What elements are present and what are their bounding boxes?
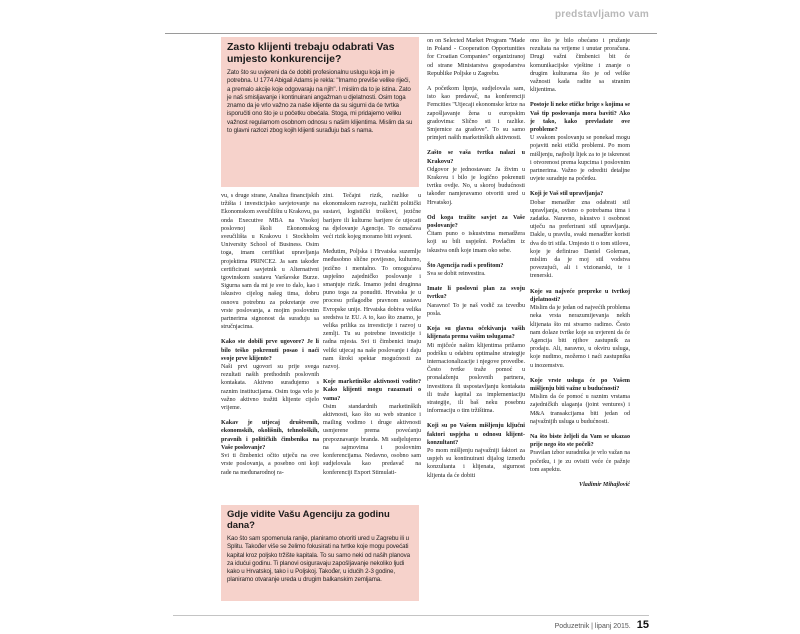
footer-divider [173,615,649,616]
section-label: predstavljamo vam [555,9,649,20]
interview-question: Koji je Vaš stil upravljanja? [530,191,604,198]
paragraph: Čitam puno o iskustvima menadžera koji su bili uspješni. Povlačim iz iskustva onih koje imam oko sebe. [427,231,525,254]
interview-question: Kakav je utjecaj društvenih, ekonomskih, okolišnih, tehnoloških, pravnih i političkih čimbenika na Vaše poslovanje? [221,420,319,451]
box-title: Zasto klijenti trebaju odabrati Vas umjesto konkurencije? [227,41,395,65]
page-number: 15 [636,619,649,631]
interview-question: Koja su glavna očekivanja vaših klijenata prema vašim uslugama? [427,326,525,341]
text-column-1 [221,192,319,502]
interview-question: Što Agencija radi s profitom? [427,262,504,269]
paragraph: on on Selected Market Program "Made in Poland - Cooperation Opportunities for Croatian Companies" organiziranoj od strane Ministarstva gospodarstva Republike Poljske u Zagrebu. [427,38,525,77]
interview-question: Koje marketinške aktivnosti vodite? Kako klijenti mogu razaznati o vama? [323,379,421,402]
text-column-4 [530,37,630,612]
paragraph: vu, s druge strane, Analiza financijskih tržišta i investicijsko savjetovanje na Ekonomskom sveučilištu u Krakovu, pa onda Executive MBA na Visokoj poslovnoj školi Ekonomskog sveučilišta u Krakovu i Stockholm University School of Business. Osim toga, imam certifikat upravljanja projektima PRINCE2. Ja sam također certificirani savjetnik u Alternativni tgovinskom sustavu Varšavske Burze. Sigurna sam da mi je sve to dalo, kao i iskustvo cijelog našeg tima, dobru osnovu potrebnu za pokretanje ove vrste poslovanja, a mojim poslovnim partnerima signonost da surađuju sa stručnjacima. [221,193,319,331]
interview-question: Kako ste dobili prve ugovore? Je li bilo teško pokrenuti posao i naći svoje prve klijente? [221,339,319,362]
text-column-3 [427,37,525,612]
paragraph: Međutim, Poljska i Hrvatska suzemlje međusobno slične povijesno, kulturno, jezično i mentalno. To omogućava uspješno zajedničko poslovanje i smanjuje rizik. Imamo jedni druginna puno toga za ponuditi. Hrvatska je u procesu prilagodbe pravnom sustavu Evropske unije. Hrvatska dobiva velika sredstva iz EU. A to, kao što znamo, je velika prilika za investicije i razvoj u zemlji. Tu su potrebne investicije i radna mjesta. Svi ti čimbenici imaju veliki utjecaj na naše poslovanje i daju nam široki spektar mogućnosti za razvoj. [323,249,421,371]
paragraph: Mi mjičeće našim klijentima prižamo podršku u odabiru optimalne strategije internacionalizacije i njegove provedbe. Često tvrtke traže pomoć u pronalaženju poslovnih partnera, investitora ili uspostavljanju kontakata ili traže kapital za implementaciju strategije, ili baš neku posebnu informaciju o tim tržištima. [427,342,525,415]
box-body: Zato što su uvjereni da će dobiti profesionalnu uslugu koja im je potrebna. U 1774 Abigail Adams je rekla: "Imamo previše velike riječi, a premalo akcije koje odgovaraju na njih". I mislim da to je istina. Zato je naš smisljavanje i kontinuirani angažman u djelatnosti. Osim toga znamo da je vrlo važno za naše klijente da su sigurni da će tvrtka isporučiti ono što je u početku obećala. Stoga, mi pridajemo veliku važnost regularnom osobnom odnosu s našim klijentima. Mislim da su to glavni razlozi zbog kojih klijenti surađuju baš s nama. [227,69,413,135]
interview-question: Postoje li neke etičke brige s kojima se Vaš tip poslovanja mora baviti? Ako je tako, kako prevladate ove probleme? [530,102,630,134]
paragraph: Svi ti čimbenici očito utječu na ove vrste poslovanja, a posebno oni koji rade na međunarodnoj ra- [221,453,319,476]
paragraph: Dobar menadžer zna odabrati stil upravljanja, ovisno o potrebama tima i zadatka. Naravno, iskustvo i osobnost utječu na preferirani stil upravljanja. Dakle, u pravilu, svaki menadžer koristi dva do tri stila. Umjesto ti o tom stilovu, koje je definirao Daniel Goleman, mislim da je moj stil vodstva povezujući, ali i vizionarski, te i trenerski. [530,199,630,280]
paragraph: Po mom mišljenju najvažniji faktori za uspjeh su kontinuirani dijalog između konzultanta i klijenata, sigurnost klijenta da će dobiti [427,447,525,479]
magazine-page [165,0,657,634]
page-footer [555,619,649,631]
paragraph: U svakom poslovanju se ponekad mogu pojaviti neki etički problemi. Po mom mišljenju, najbolji lijek za to je iskrenost i otvorenost prema kupcima i poslovnim partnerima. Važno je odrediti detaljne uvjete suradnje na početku. [530,135,630,183]
paragraph: Pravilan izbor suradnika je vrlo važan na početku, i je zu ovisiti veće će pažnje tom aspektu. [530,450,630,473]
interview-question: Koji su po Vašem mišljenju ključni faktori uspjeha u odnosu klijent-konzultant? [427,423,525,446]
interview-question: Zašto se vaša tvrtka nalazi u Krakovu? [427,150,525,165]
interview-question: Imate li poslovni plan za svoju tvrtku? [427,286,525,301]
paragraph: zini. Tečajni rizik, razlike u ekonomskom razvoju, različiti politički sustavi, logistički troškovi, jezične barijere ili kulturne barijere će utjecati na djelovanje Agencije. To označava veći rizik kojeg moramo biti svjesni. [323,193,421,241]
publication-info: Poduzetnik | lipanj 2015. [554,623,631,630]
interview-question: Od koga tražite savjet za Vaše poslovanje? [427,214,525,230]
paragraph: Naravno! To je naš vodič za izvedbu posla. [427,302,525,317]
interview-question: Koje vrste usluga će po Vašem mišljenju biti važne u budućnosti? [530,377,630,392]
highlight-box-competition [221,37,419,187]
author-signature: Vladimir Mihajlović [579,481,630,488]
box-title: Gdje vidite Vašu Agenciju za godinu dana? [227,509,390,531]
paragraph: Osim standardnih marketinških aktivnosti, kao što su web stranice i mailing vodimo i druge aktivnosti usmjerene prema povećanju prepoznavanje branda. Mi sudjelujemo na sajmovima i poslovnim konferencijama. Nedavno, osobno sam sudjelovala kao predavač na konferenciji Export Stimulati- [323,403,421,476]
paragraph: Mislim da je jedan od najvećih problema neka vrsta nerazumijevanja nekih klijenata što mi stvarno radimo. Često nam dolaze tvrtke koje su uvjereni da će Agencija biti njihov zastupnik za prodaju. Ali, naravno, u okviru usluga, koje nudimo, možemo i naći zastupnika u inozemstvu. [530,305,630,369]
highlight-box-future [221,505,419,601]
top-divider [165,33,657,34]
interview-question: Koje su najveće prepreke u tvrtkoj djelatnosti? [530,288,630,303]
box-body: Kao što sam spomenula ranije, planiramo otvoriti ured u Zagrebu ili u Splitu. Također više se želimo fokusirati na tvrtke koje mogu povećati kapital kroz poljsko tržište kapitala. To su samo neki od naših planova za idućui godinu. Ti planovi osiguravaju zapošljavanje nekoliko ljudi kako u Hrvatskoj, tako i u Poljskoj. Također, u idućih 2-3 godine, planiramo otvaranje ureda u drugim balkanskim zemljama. [227,535,410,584]
paragraph: Mislim da će pomoć u raznim vrstama zajedničkih ulaganja (joint ventures) i M&A transakcijama biti jedan od najvažnijih usluga u budućnosti. [530,394,630,425]
paragraph: Sva se dobit reinvestira. [427,271,486,278]
paragraph: ono što je bilo obećano i pružanje rezultata na vrijeme i unutar proračuna. Drugi važni čimbenici bit će komunikacijske vještine i znanje o drugim kulturama što je od velike važnosti kada radite sa stranim klijentima. [530,38,630,94]
paragraph: Odgovor je jednostavan: Ja živim u Krakovu i bilo je logično pokrenuti tvrtku ovdje. No, u skoroj budućnosti također namjeravamo otvoriti ured u Hrvatskoj. [427,166,525,206]
paragraph: A početkom lipnja, sudjelovala sam, isto kao predavač, na konferenciji Femcities "Utjecaji ekonomske krize na zapošljavanje žena u europskim gradovima: Slično sti i razlike. Smjernice za gradove". To su samo primjeri naših marketinških aktivnosti. [427,86,525,142]
interview-question: Na što biste željeli da Vam se ukazao prije nego što ste počeli? [530,433,630,449]
paragraph: Naši prvi ugovori su prije svega rezultati naših prethodnih poslovnih kontakata. Aktivno surađujemo s raznim institucijama. Osim toga vrlo je važno aktivno tražiti klijente cijelo vrijeme. [221,364,319,412]
